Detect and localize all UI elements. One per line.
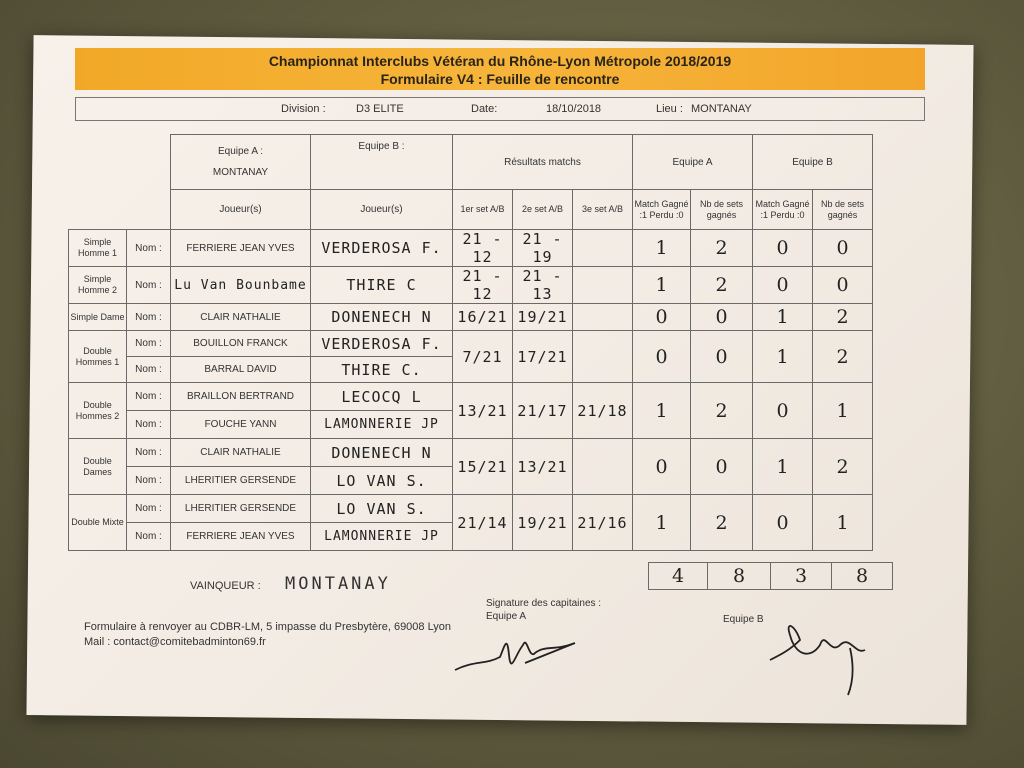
match-a-value: 0	[633, 304, 691, 331]
winner-value: MONTANAY	[285, 574, 391, 594]
signature-equipe-b-label: Equipe B	[723, 614, 764, 625]
match-b-value: 1	[753, 331, 813, 383]
set3-score	[573, 331, 633, 383]
player-b: LAMONNERIE JP	[311, 523, 453, 551]
sets-a-value: 2	[691, 230, 753, 267]
signature-b	[760, 600, 880, 700]
equipe-a-column-header: Equipe A	[633, 135, 753, 190]
set1-header: 1er set A/B	[453, 190, 513, 230]
resultats-header: Résultats matchs	[453, 135, 633, 190]
player-b: VERDEROSA F.	[311, 331, 453, 357]
division-label: Division :	[281, 103, 326, 115]
nom-label: Nom :	[127, 439, 171, 467]
date-label: Date:	[471, 103, 498, 115]
nom-label: Nom :	[127, 411, 171, 439]
date-value: 18/10/2018	[546, 103, 602, 115]
nom-label: Nom :	[127, 495, 171, 523]
nom-label: Nom :	[127, 267, 171, 304]
player-a: FOUCHE YANN	[171, 411, 311, 439]
match-b-value: 0	[753, 495, 813, 551]
table-row	[69, 230, 873, 267]
table-row	[69, 331, 873, 357]
match-b-header: Match Gagné :1 Perdu :0	[753, 190, 813, 230]
player-b: THIRE C.	[311, 357, 453, 383]
match-b-value: 0	[753, 383, 813, 439]
lieu-label: Lieu :	[656, 103, 683, 115]
nom-label: Nom :	[127, 357, 171, 383]
set2-score: 19/21	[513, 304, 573, 331]
sets-a-value: 2	[691, 383, 753, 439]
sets-b-header: Nb de sets gagnés	[813, 190, 873, 230]
player-a: LHERITIER GERSENDE	[171, 495, 311, 523]
match-a-value: 1	[633, 383, 691, 439]
player-a: BOUILLON FRANCK	[171, 331, 311, 357]
player-b: LO VAN S.	[311, 467, 453, 495]
player-b: DONENECH N	[311, 304, 453, 331]
match-b-value: 1	[753, 304, 813, 331]
table-row	[69, 304, 873, 331]
equipe-a-cell	[171, 135, 311, 190]
equipe-b-label: Equipe B :	[358, 141, 405, 152]
set1-score: 15/21	[453, 439, 513, 495]
info-bar	[75, 97, 925, 121]
set2-score: 21 - 13	[513, 267, 573, 304]
set3-score	[573, 267, 633, 304]
player-b: VERDEROSA F.	[311, 230, 453, 267]
player-b: LAMONNERIE JP	[311, 411, 453, 439]
category-cell: Double Mixte	[69, 495, 127, 551]
category-cell: Simple Homme 1	[69, 230, 127, 267]
nom-label: Nom :	[127, 331, 171, 357]
match-a-value: 0	[633, 331, 691, 383]
sets-b-value: 2	[813, 439, 873, 495]
lieu-value: MONTANAY	[691, 103, 752, 115]
set2-header: 2e set A/B	[513, 190, 573, 230]
totals-row	[648, 562, 893, 590]
set1-score: 7/21	[453, 331, 513, 383]
nom-label: Nom :	[127, 304, 171, 331]
equipe-a-name: MONTANAY	[212, 167, 269, 178]
joueurs-a-header: Joueur(s)	[171, 190, 311, 230]
category-cell: Simple Homme 2	[69, 267, 127, 304]
equipe-b-cell	[311, 135, 453, 190]
match-a-value: 1	[633, 495, 691, 551]
total-match-a: 4	[649, 563, 708, 590]
equipe-b-column-header: Equipe B	[753, 135, 873, 190]
signature-a	[445, 615, 595, 685]
player-b: DONENECH N	[311, 439, 453, 467]
player-a: CLAIR NATHALIE	[171, 304, 311, 331]
table-row	[69, 267, 873, 304]
set3-score	[573, 230, 633, 267]
sets-b-value: 0	[813, 267, 873, 304]
title-line-2: Formulaire V4 : Feuille de rencontre	[380, 71, 620, 87]
sets-a-value: 2	[691, 267, 753, 304]
signature-equipe-a-label: Equipe A	[486, 611, 527, 622]
winner-label: VAINQUEUR :	[190, 580, 261, 592]
sets-a-value: 0	[691, 304, 753, 331]
set1-score: 21 - 12	[453, 230, 513, 267]
player-a: Lu Van Bounbame	[171, 267, 311, 304]
player-b: LO VAN S.	[311, 495, 453, 523]
sets-b-value: 1	[813, 495, 873, 551]
player-a: BARRAL DAVID	[171, 357, 311, 383]
sets-b-value: 2	[813, 331, 873, 383]
player-a: LHERITIER GERSENDE	[171, 467, 311, 495]
sets-a-header: Nb de sets gagnés	[691, 190, 753, 230]
table-row	[69, 439, 873, 467]
sets-a-value: 0	[691, 439, 753, 495]
table-row	[69, 383, 873, 411]
nom-label: Nom :	[127, 523, 171, 551]
sets-a-value: 2	[691, 495, 753, 551]
equipe-a-label: Equipe A :	[217, 146, 264, 157]
match-a-value: 0	[633, 439, 691, 495]
nom-label: Nom :	[127, 467, 171, 495]
set3-header: 3e set A/B	[573, 190, 633, 230]
match-a-header: Match Gagné :1 Perdu :0	[633, 190, 691, 230]
nom-label: Nom :	[127, 230, 171, 267]
player-a: BRAILLON BERTRAND	[171, 383, 311, 411]
sets-b-value: 0	[813, 230, 873, 267]
set1-score: 21 - 12	[453, 267, 513, 304]
title-line-1: Championnat Interclubs Vétéran du Rhône-Lyon Métropole 2018/2019	[268, 53, 732, 69]
sets-b-value: 1	[813, 383, 873, 439]
set2-score: 17/21	[513, 331, 573, 383]
set2-score: 21/17	[513, 383, 573, 439]
total-sets-b: 8	[832, 563, 893, 590]
player-a: FERRIERE JEAN YVES	[171, 523, 311, 551]
category-cell: Simple Dame	[69, 304, 127, 331]
set1-score: 13/21	[453, 383, 513, 439]
player-a: CLAIR NATHALIE	[171, 439, 311, 467]
footer-address: Formulaire à renvoyer au CDBR-LM, 5 impasse du Presbytère, 69008 Lyon	[84, 621, 452, 633]
category-cell: Double Hommes 2	[69, 383, 127, 439]
match-b-value: 0	[753, 267, 813, 304]
set3-score	[573, 304, 633, 331]
set3-score: 21/18	[573, 383, 633, 439]
total-sets-a: 8	[708, 563, 771, 590]
total-match-b: 3	[771, 563, 832, 590]
title-banner	[75, 48, 925, 90]
match-b-value: 1	[753, 439, 813, 495]
category-cell: Double Dames	[69, 439, 127, 495]
set1-score: 16/21	[453, 304, 513, 331]
signatures-title: Signature des capitaines :	[486, 598, 602, 609]
player-a: FERRIERE JEAN YVES	[171, 230, 311, 267]
division-value: D3 ELITE	[356, 103, 404, 115]
match-a-value: 1	[633, 230, 691, 267]
nom-label: Nom :	[127, 383, 171, 411]
set2-score: 21 - 19	[513, 230, 573, 267]
set1-score: 21/14	[453, 495, 513, 551]
sets-b-value: 2	[813, 304, 873, 331]
joueurs-b-header: Joueur(s)	[311, 190, 453, 230]
player-b: LECOCQ L	[311, 383, 453, 411]
sets-a-value: 0	[691, 331, 753, 383]
set3-score	[573, 439, 633, 495]
match-a-value: 1	[633, 267, 691, 304]
category-cell: Double Hommes 1	[69, 331, 127, 383]
footer-mail: Mail : contact@comitebadminton69.fr	[84, 636, 266, 648]
results-table	[68, 134, 873, 551]
set2-score: 19/21	[513, 495, 573, 551]
player-b: THIRE C	[311, 267, 453, 304]
set2-score: 13/21	[513, 439, 573, 495]
match-b-value: 0	[753, 230, 813, 267]
table-row	[69, 495, 873, 523]
set3-score: 21/16	[573, 495, 633, 551]
